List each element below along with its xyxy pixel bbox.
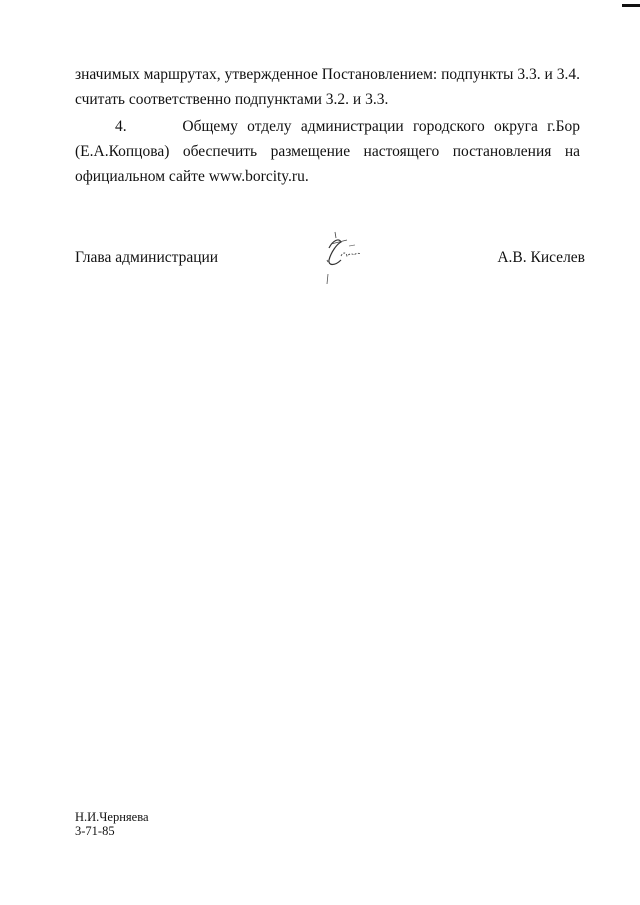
paragraph-line: (Е.А.Копцова) обеспечить размещение настоящего постановления на [75, 143, 580, 160]
executor-name: Н.И.Черняева [75, 810, 149, 824]
executor-footer [75, 810, 149, 838]
executor-phone: 3-71-85 [75, 824, 115, 838]
paragraph-item-4 [75, 114, 580, 189]
handwritten-signature [319, 226, 369, 296]
signature-block [75, 246, 585, 286]
paragraph-line: официальном сайте www.borcity.ru. [75, 168, 309, 185]
paragraph-line: считать соответственно подпунктами 3.2. и 3.3. [75, 91, 389, 108]
page-corner-mark [622, 4, 640, 7]
signatory-name: А.В. Киселев [497, 249, 585, 266]
paragraph-line-text: Общему отделу администрации городского округа г.Бор [182, 118, 581, 135]
paragraph-number: 4. [115, 118, 127, 135]
paragraph-line-first [75, 114, 580, 139]
paragraph-continuation [75, 62, 580, 112]
signatory-title: Глава администрации [75, 249, 219, 266]
paragraph-line: значимых маршрутах, утвержденное Постановлением: подпункты 3.3. и 3.4. [75, 66, 580, 83]
